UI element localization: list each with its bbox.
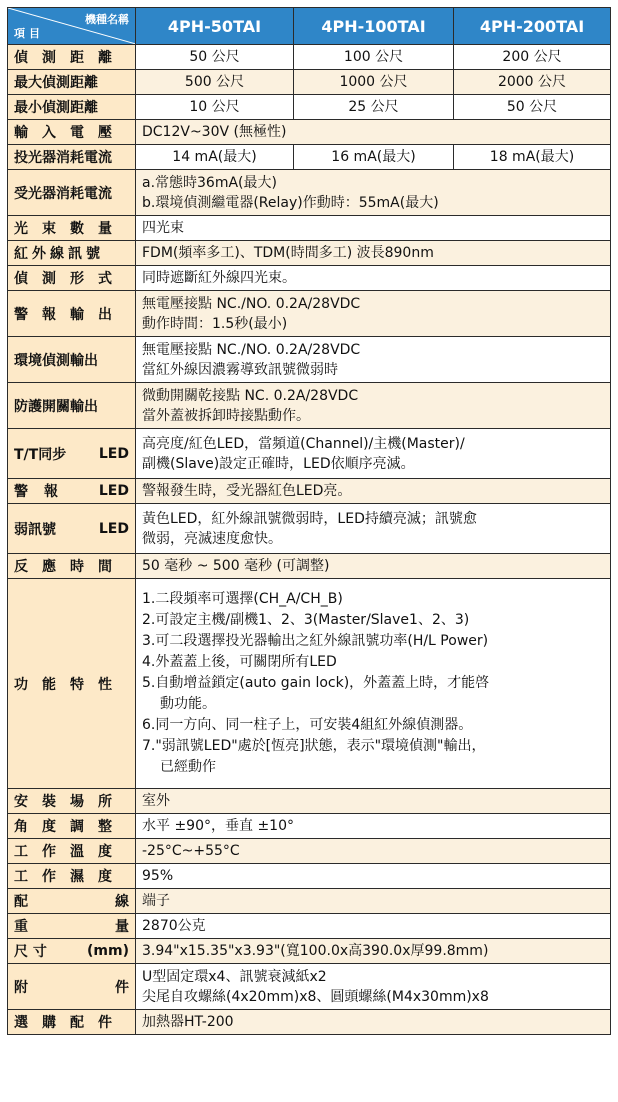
row-temp (8, 839, 611, 864)
row-label (8, 964, 136, 1010)
value-line: 黃色LED，紅外線訊號微弱時，LED持續亮滅；訊號愈 (142, 510, 477, 527)
header-corner (8, 8, 136, 45)
row-beam-count (8, 216, 611, 241)
row-label (8, 120, 136, 145)
label-text: 輸入電壓 (14, 125, 126, 141)
row-detect-distance (8, 45, 611, 70)
label-text: 工作溫度 (14, 844, 126, 860)
label-text: LED (98, 483, 129, 499)
feature-line: 1.二段頻率可選擇(CH_A/CH_B) (142, 591, 343, 607)
corner-model-label: 機種名稱 (85, 13, 129, 26)
row-features (8, 579, 611, 789)
feature-line: 2.可設定主機/副機1、2、3(Master/Slave1、2、3) (142, 612, 470, 628)
row-alarm-output (8, 291, 611, 337)
label-text: 弱訊號 (14, 521, 56, 538)
row-min-distance (8, 95, 611, 120)
row-label (8, 216, 136, 241)
label-text: 工作濕度 (14, 869, 126, 885)
row-label: 最大偵測距離 (8, 70, 136, 95)
model-200: 4PH-200TAI (454, 8, 611, 45)
value-cell (136, 337, 611, 383)
label-text: 選購配件 (14, 1015, 126, 1031)
feature-line: 6.同一方向、同一柱子上，可安裝4組紅外線偵測器。 (142, 717, 473, 733)
corner-item-label: 項目 (14, 27, 44, 40)
row-alarm-led (8, 479, 611, 504)
feature-line: 3.可二段選擇投光器輸出之紅外線訊號功率(H/L Power) (142, 633, 489, 649)
row-label (8, 291, 136, 337)
value-cell: 16 mA(最大) (294, 145, 454, 170)
value-line: 副機(Slave)設定正確時，LED依順序亮滅。 (142, 455, 415, 472)
model-100: 4PH-100TAI (294, 8, 454, 45)
value-cell: 50 公尺 (454, 95, 611, 120)
feature-line: 4.外蓋蓋上後，可關閉所有LED (142, 654, 337, 670)
label-text: 配 (14, 894, 28, 910)
row-tamper-output (8, 383, 611, 429)
value-cell (136, 964, 611, 1010)
label-text: 角度調整 (14, 819, 126, 835)
row-label (8, 1010, 136, 1035)
feature-line: 5.自動增益鎖定(auto gain lock)，外蓋蓋上時，才能啓 (142, 675, 490, 691)
value-cell: FDM(頻率多工)、TDM(時間多工) 波長890nm (136, 241, 611, 266)
row-label: 最小偵測距離 (8, 95, 136, 120)
value-cell: 50 毫秒 ~ 500 毫秒 (可調整) (136, 554, 611, 579)
header-row (8, 8, 611, 45)
value-cell: 水平 ±90°，垂直 ±10° (136, 814, 611, 839)
label-text: 附 (14, 979, 28, 996)
label-text: 反應時間 (14, 559, 126, 575)
row-weak-led (8, 504, 611, 554)
feature-line: 7."弱訊號LED"處於[恆亮]狀態，表示"環境偵測"輸出， (142, 738, 486, 754)
label-text: 偵測距離 (14, 50, 126, 66)
row-label: 投光器消耗電流 (8, 145, 136, 170)
label-text: 量 (115, 919, 129, 935)
row-ir-signal (8, 241, 611, 266)
row-label (8, 789, 136, 814)
label-text: (mm) (87, 943, 129, 959)
row-label (8, 839, 136, 864)
value-cell: 2000 公尺 (454, 70, 611, 95)
row-label (8, 479, 136, 504)
feature-line: 動功能。 (160, 696, 216, 712)
label-text: 紅外線訊號 (14, 246, 104, 262)
row-emitter-current (8, 145, 611, 170)
value-cell (136, 504, 611, 554)
value-cell (136, 579, 611, 789)
value-cell: 100 公尺 (294, 45, 454, 70)
value-cell: 警報發生時，受光器紅色LED亮。 (136, 479, 611, 504)
value-cell (136, 291, 611, 337)
value-line: b.環境偵測繼電器(Relay)作動時：55mA(最大) (142, 194, 439, 211)
value-cell: 10 公尺 (136, 95, 294, 120)
row-accessories (8, 964, 611, 1010)
value-line: 動作時間：1.5秒(最小) (142, 315, 288, 332)
value-cell: 四光束 (136, 216, 611, 241)
row-label (8, 914, 136, 939)
row-label (8, 266, 136, 291)
label-text: 警報輸出 (14, 306, 126, 323)
feature-line: 已經動作 (160, 759, 216, 775)
row-detect-type (8, 266, 611, 291)
spec-table (7, 7, 611, 1035)
row-wiring (8, 889, 611, 914)
value-line: 無電壓接點 NC./NO. 0.2A/28VDC (142, 341, 361, 358)
row-env-output (8, 337, 611, 383)
row-label (8, 45, 136, 70)
value-cell (136, 429, 611, 479)
label-text: LED (98, 445, 129, 462)
row-angle (8, 814, 611, 839)
value-cell (136, 170, 611, 216)
label-text: 偵測形式 (14, 271, 126, 287)
value-line: a.常態時36mA(最大) (142, 174, 277, 191)
row-label (8, 579, 136, 789)
row-label (8, 889, 136, 914)
value-cell: 25 公尺 (294, 95, 454, 120)
row-install-site (8, 789, 611, 814)
value-line: U型固定環x4、訊號衰減紙x2 (142, 968, 327, 985)
value-cell: -25°C~+55°C (136, 839, 611, 864)
row-label: 環境偵測輸出 (8, 337, 136, 383)
value-cell: 室外 (136, 789, 611, 814)
row-optional (8, 1010, 611, 1035)
value-cell: DC12V~30V (無極性) (136, 120, 611, 145)
row-label: 受光器消耗電流 (8, 170, 136, 216)
row-label: 防護開關輸出 (8, 383, 136, 429)
row-label (8, 939, 136, 964)
model-50: 4PH-50TAI (136, 8, 294, 45)
row-humidity (8, 864, 611, 889)
value-cell: 50 公尺 (136, 45, 294, 70)
value-cell: 500 公尺 (136, 70, 294, 95)
row-weight (8, 914, 611, 939)
row-label (8, 429, 136, 479)
row-label (8, 814, 136, 839)
value-line: 微弱，亮滅速度愈快。 (142, 530, 282, 547)
value-line: 尖尾自攻螺絲(4x20mm)x8、圓頭螺絲(M4x30mm)x8 (142, 988, 489, 1005)
label-text: 件 (115, 979, 129, 996)
value-cell: 18 mA(最大) (454, 145, 611, 170)
row-receiver-current (8, 170, 611, 216)
row-label (8, 864, 136, 889)
value-line: 當紅外線因濃霧導致訊號微弱時 (142, 361, 338, 378)
row-max-distance (8, 70, 611, 95)
value-cell: 3.94"x15.35"x3.93"(寬100.0x高390.0x厚99.8mm) (136, 939, 611, 964)
row-response-time (8, 554, 611, 579)
label-text: 光束數量 (14, 221, 126, 237)
value-cell: 2870公克 (136, 914, 611, 939)
value-cell: 1000 公尺 (294, 70, 454, 95)
value-cell: 端子 (136, 889, 611, 914)
value-line: 當外蓋被拆卸時接點動作。 (142, 407, 310, 424)
value-cell: 200 公尺 (454, 45, 611, 70)
value-cell: 加熱器HT-200 (136, 1010, 611, 1035)
row-input-voltage (8, 120, 611, 145)
label-text: 警報 (14, 484, 74, 500)
row-sync-led (8, 429, 611, 479)
row-label (8, 504, 136, 554)
label-text: T/T同步 (14, 446, 67, 463)
value-cell: 95% (136, 864, 611, 889)
value-cell: 14 mA(最大) (136, 145, 294, 170)
label-text: 功能特性 (14, 676, 126, 693)
value-line: 微動開關乾接點 NC. 0.2A/28VDC (142, 387, 359, 404)
row-label (8, 554, 136, 579)
label-text: 尺 寸 (14, 944, 47, 960)
label-text: 安裝場所 (14, 794, 126, 810)
value-line: 高亮度/紅色LED，當頻道(Channel)/主機(Master)/ (142, 435, 465, 452)
value-cell: 同時遮斷紅外線四光束。 (136, 266, 611, 291)
value-line: 無電壓接點 NC./NO. 0.2A/28VDC (142, 295, 361, 312)
label-text: 重 (14, 919, 28, 935)
value-cell (136, 383, 611, 429)
label-text: 線 (115, 894, 129, 910)
row-label (8, 241, 136, 266)
label-text: LED (98, 520, 129, 537)
row-dimension (8, 939, 611, 964)
